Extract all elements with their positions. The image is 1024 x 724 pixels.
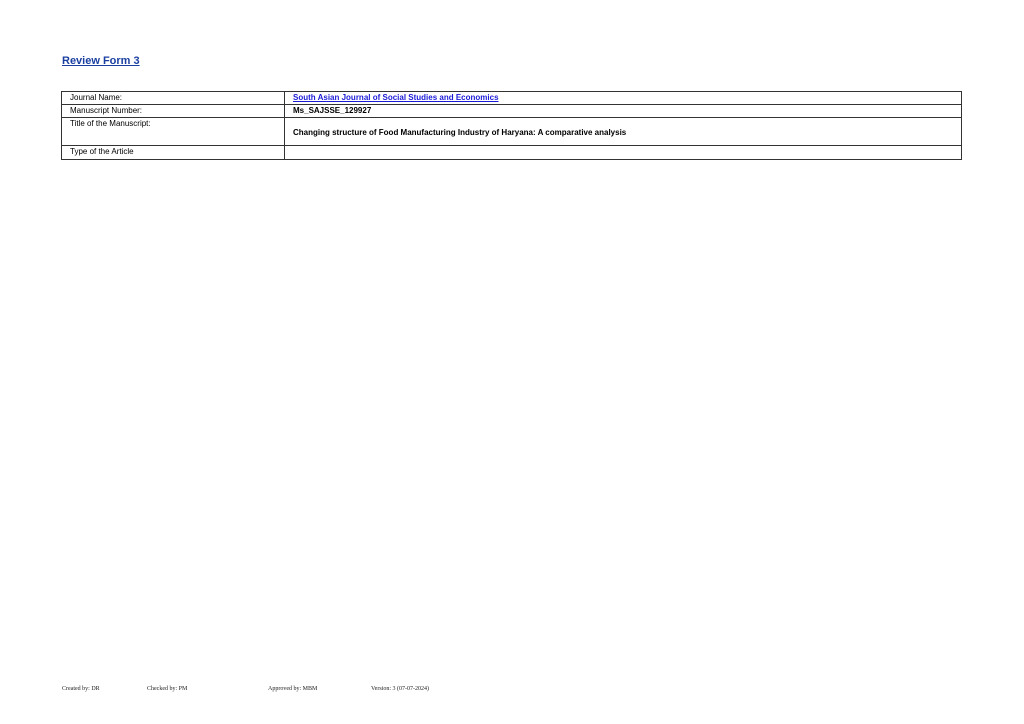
article-type-label: Type of the Article xyxy=(62,146,285,160)
manuscript-title-cell xyxy=(285,118,962,146)
footer-created-by: Created by: DR xyxy=(62,686,100,692)
journal-name-cell xyxy=(285,92,962,105)
table-row-manuscript-title xyxy=(62,118,962,146)
manuscript-title-value: Changing structure of Food Manufacturing Industry of Haryana: A comparative analysis xyxy=(293,128,627,137)
manuscript-title-label: Title of the Manuscript: xyxy=(62,118,285,146)
table-row-journal-name xyxy=(62,92,962,105)
journal-name-label: Journal Name: xyxy=(62,92,285,105)
manuscript-number-value: Ms_SAJSSE_129927 xyxy=(293,106,372,115)
review-form-title[interactable]: Review Form 3 xyxy=(62,55,140,67)
journal-name-link[interactable]: South Asian Journal of Social Studies and Economics xyxy=(293,93,499,102)
footer-checked-by: Checked by: PM xyxy=(147,686,188,692)
manuscript-number-label: Manuscript Number: xyxy=(62,105,285,118)
article-type-value xyxy=(285,146,962,160)
manuscript-info-table xyxy=(61,91,962,160)
footer-version: Version: 3 (07-07-2024) xyxy=(371,686,429,692)
manuscript-number-cell xyxy=(285,105,962,118)
table-row-manuscript-number xyxy=(62,105,962,118)
table-row-article-type xyxy=(62,146,962,160)
footer-approved-by: Approved by: MBM xyxy=(268,686,318,692)
